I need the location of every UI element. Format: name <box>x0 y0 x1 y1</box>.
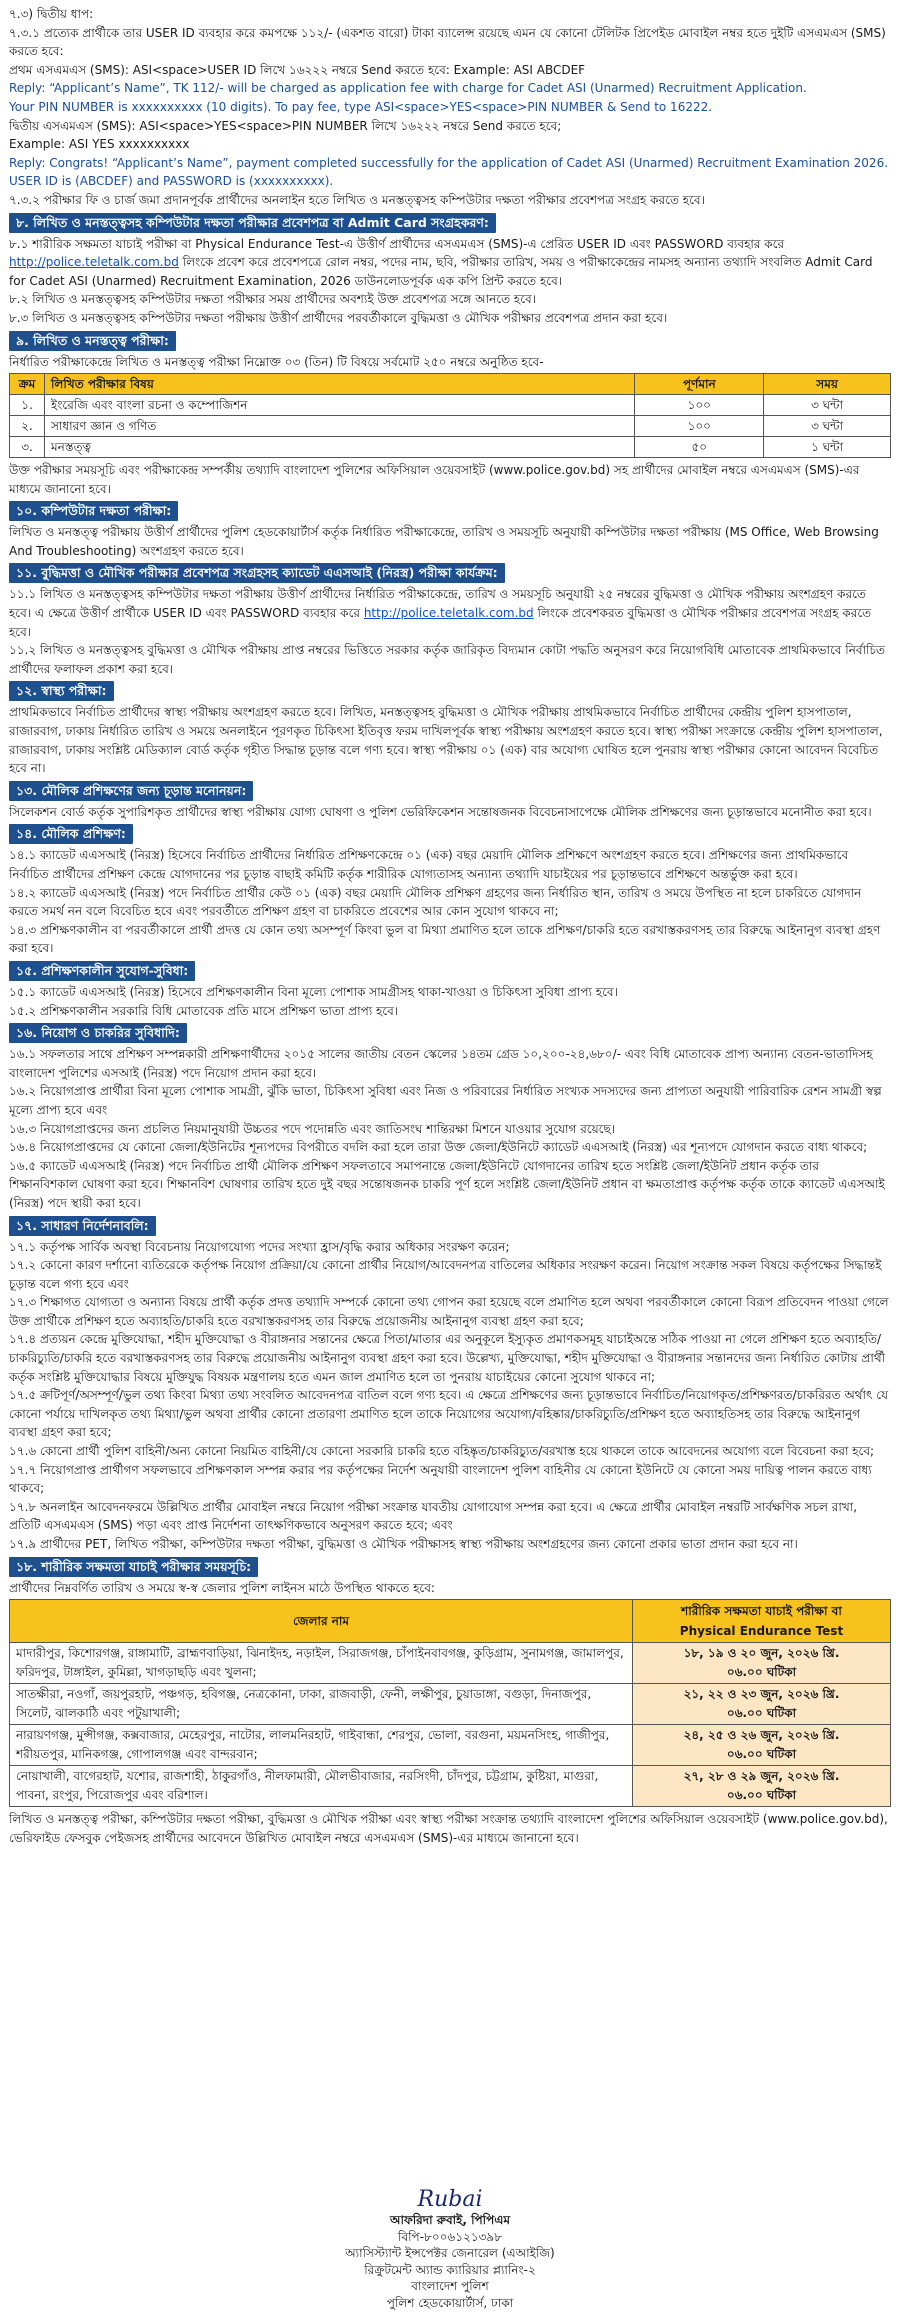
table-row <box>10 1725 891 1766</box>
second-sms: দ্বিতীয় এসএমএস (SMS): ASI<space>YES<space>PIN NUMBER লিখে ১৬২২২ নম্বরে Send করতে হবে; <box>9 118 562 133</box>
section-9-note: উক্ত পরীক্ষার সময়সূচি এবং পরীক্ষাকেন্দ্র সম্পর্কীয় তথ্যাদি বাংলাদেশ পুলিশের অফিসিয়াল ওয়েবসাইট (www.police.gov.bd) সহ প্রার্থীদের মোবাইল নম্বরে এসএমএস (SMS)-এর মাধ্যমে জানানো হবে। <box>9 463 860 496</box>
list-item: ১৬.৪ নিয়োগপ্রাপ্তদের যে কোনো জেলা/ইউনিটের শূন্যপদের বিপরীতে বদলি করা হলে তারা উক্ত জেলা/ইউনিটে ক্যাডেট এএসআই (নিরস্ত্র) এর শূন্যপদে যোগদান করতে বাধ্য থাকবে; <box>9 1140 868 1155</box>
section-8-item-2: ৮.২ লিখিত ও মনস্তত্ত্বসহ কম্পিউটার দক্ষতা পরীক্ষার সময় প্রার্থীদের অবশ্যই উক্ত প্রবেশপত্র সঙ্গে আনতে হবে। <box>9 292 536 307</box>
district-list: মাদারীপুর, কিশোরগঞ্জ, রাঙ্গামাটি, ব্রাহ্মণবাড়িয়া, ঝিনাইদহ, নড়াইল, সিরাজগঞ্জ, চাঁপাইনবাবগঞ্জ, কুড়িগ্রাম, সুনামগঞ্জ, জামালপুর, ফরিদপুর, টাঙ্গাইল, কুমিল্লা, খাগড়াছড়ি এবং খুলনা; <box>10 1643 633 1684</box>
list-item: ১৭.৬ কোনো প্রার্থী পুলিশ বাহিনী/অন্য কোনো নিয়মিত বাহিনী/যে কোনো সরকারি চাকরি হতে বহিষ্কৃত/চাকরিচ্যুত/বরখাস্ত হয়ে থাকলে তাকে আবেদনের অযোগ্য বলে বিবেচনা করা হবে; <box>9 1444 875 1459</box>
col-subject: লিখিত পরীক্ষার বিষয় <box>45 374 635 395</box>
list-item: ১৭.৯ প্রার্থীদের PET, লিখিত পরীক্ষা, কম্পিউটার দক্ষতা পরীক্ষা, বুদ্ধিমত্তা ও মৌখিক পরীক্ষাসহ স্বাস্থ্য পরীক্ষায় অংশগ্রহণের জন্য কোনো প্রকার ভাতা প্রদান করা হবে না। <box>9 1537 798 1551</box>
section-15 <box>9 958 891 1020</box>
list-item: ১৬.২ নিয়োগপ্রাপ্ত প্রার্থীরা বিনা মূল্যে পোশাক সামগ্রী, ঝুঁকি ভাতা, চিকিৎসা সুবিধা এবং নিজ ও পরিবারের নির্ধারিত সংখ্যক সদস্যদের জন্য প্রাপ্যতা অনুযায়ী পারিবারিক রেশন সামগ্রী স্বল্প মূল্যে প্রাপ্য হবে এবং <box>9 1084 882 1117</box>
district-list: নোয়াখালী, বাগেরহাট, যশোর, রাজশাহী, ঠাকুরগাঁও, নীলফামারী, মৌলভীবাজার, নরসিংদী, চাঁদপুর, চট্টগ্রাম, কুষ্টিয়া, মাগুরা, পাবনা, রংপুর, পিরোজপুর এবং বরিশাল। <box>10 1766 633 1807</box>
teletalk-link[interactable]: http://police.teletalk.com.bd <box>363 606 534 621</box>
list-item: ১৭.১ কর্তৃপক্ষ সার্বিক অবস্থা বিবেচনায় নিয়োগযোগ্য পদের সংখ্যা হ্রাস/বৃদ্ধি করার অধিকার সংরক্ষণ করেন; <box>9 1239 510 1254</box>
signatory-bp: বিপি-৮০০৬১২১৩৯৮ <box>398 2229 502 2244</box>
schedule-cell: ২১, ২২ ও ২৩ জুন, ২০২৬ খ্রি. ০৬.০০ ঘটিকা <box>633 1684 891 1725</box>
section-10 <box>9 498 891 560</box>
list-item: ১৭.৫ ক্রটিপূর্ণ/অসম্পূর্ণ/ভুল তথ্য কিংবা মিথ্যা তথ্য সংবলিত আবেদনপত্র বাতিল বলে গণ্য হবে। এ ক্ষেত্রে প্রশিক্ষণের জন্য চূড়ান্তভাবে নির্বাচিত/নিয়োগকৃত/প্রশিক্ষণরত/চাকরিরত অর্থাৎ যে কোনো পর্যায়ে দাখিলকৃত তথ্য মিথ্যা/ভুল অথবা প্রার্থীর কোনো প্রতারণা প্রমাণিত হলে তাকে নিয়োগের অযোগ্য/বহিষ্কার/চাকরিচ্যুতি/প্রশিক্ষণ হতে অব্যাহতিসহ তার বিরুদ্ধে আইনানুগ ব্যবস্থা গ্রহণ করা হবে; <box>9 1388 889 1440</box>
signatory-office: রিক্রুটমেন্ট অ্যান্ড ক্যারিয়ার প্ল্যানিং-২ <box>364 2262 536 2277</box>
section-13-heading: ১৩. মৌলিক প্রশিক্ষণের জন্য চূড়ান্ত মনোনয়ন: <box>9 781 253 801</box>
list-item: ১৪.৩ প্রশিক্ষণকালীন বা পরবর্তীকালে প্রার্থী প্রদত্ত যে কোন তথ্য অসম্পূর্ণ কিংবা ভুল বা মিথ্যা প্রমাণিত হলে তাকে প্রশিক্ষণ/চাকরি হতে বরখাস্তকরণসহ তার বিরুদ্ধে আইনানুগ ব্যবস্থা গ্রহণ করা হবে। <box>9 922 881 956</box>
col-duration: সময় <box>764 374 891 395</box>
first-sms-reply: Reply: “Applicant’s Name”, TK 112/- will be charged as application fee with charge for Cadet ASI (Unarmed) Recruitment Application. <box>9 81 807 96</box>
section-18 <box>9 1554 891 1848</box>
section-12-body: প্রাথমিকভাবে নির্বাচিত প্রার্থীদের স্বাস্থ্য পরীক্ষায় অংশগ্রহণ করতে হবে। লিখিত, মনস্তত্ত্বসহ বুদ্ধিমত্তা ও মৌখিক পরীক্ষায় প্রাথমিকভাবে নির্বাচিত প্রার্থীদের কেন্দ্রীয় পুলিশ হাসপাতাল, রাজারবাগ, ঢাকায় নির্ধারিত তারিখ ও সময়ে অনলাইনে পূরণকৃত চিকিৎসা ইতিবৃত্ত ফরম দাখিলপূর্বক স্বাস্থ্য পরীক্ষায় অংশগ্রহণ করতে হবে। স্বাস্থ্য পরীক্ষা সংক্রান্তে কেন্দ্রীয় পুলিশ হাসপাতাল, রাজারবাগ, ঢাকায় সংশ্লিষ্ট মেডিক্যাল বোর্ড কর্তৃক গৃহীত সিদ্ধান্ত চূড়ান্ত বলে গণ্য হবে। স্বাস্থ্য পরীক্ষায় ০১ (এক) বার অযোগ্য ঘোষিত হলে পুনরায় স্বাস্থ্য পরীক্ষার কোনো আবেদন বিবেচিত হবে না। <box>9 705 883 776</box>
second-sms-reply: Reply: Congrats! “Applicant’s Name”, payment completed successfully for the application of Cadet ASI (Unarmed) Recruitment Examination 2026. USER ID is (ABCDEF) and PASSWORD is (xxxxxxxxxx). <box>9 155 889 189</box>
list-item: ১৬.১ সফলতার সাথে প্রশিক্ষণ সম্পন্নকারী প্রশিক্ষণার্থীদের ২০১৫ সালের জাতীয় বেতন স্কেলের ১৪তম গ্রেড ১০,২০০-২৪,৬৮০/- এবং বিধি মোতাবেক প্রাপ্য অন্যান্য বেতন-ভাতাদিসহ বাংলাদেশ পুলিশের এসআই (নিরস্ত্র) পদে নিয়োগ প্রদান করা হবে। <box>9 1047 873 1080</box>
section-8-item-1: ৮.১ শারীরিক সক্ষমতা যাচাই পরীক্ষা বা Physical Endurance Test-এ উত্তীর্ণ প্রার্থীদের এসএমএস (SMS)-এ প্রেরিত USER ID এবং PASSWORD ব্যবহার করে http://police.teletalk.com.bd লিংকে প্রবেশ করে প্রবেশপত্রে রোল নম্বর, পদের নাম, ছবি, পরীক্ষার তারিখ, সময় ও পরীক্ষাকেন্দ্রের নামসহ অন্যান্য তথ্যাদি সংবলিত Admit Card for Cadet ASI (Unarmed) Recruitment Examination, 2026 ডাউনলোডপূর্বক এক কপি প্রিন্ট করতে হবে। <box>9 236 873 288</box>
schedule-cell: ২৭, ২৮ ও ২৯ জুন, ২০২৬ খ্রি. ০৬.০০ ঘটিকা <box>633 1766 891 1807</box>
district-list: নারায়ণগঞ্জ, মুন্সীগঞ্জ, কক্সবাজার, মেহেরপুর, নাটোর, লালমনিরহাট, গাইবান্ধা, শেরপুর, ভোলা, বরগুনা, ময়মনসিংহ, গাজীপুর, শরীয়তপুর, মানিকগঞ্জ, গোপালগঞ্জ এবং বান্দরবান; <box>10 1725 633 1766</box>
list-item: ১৭.৪ প্রত্যয়ন কেন্দ্রে মুক্তিযোদ্ধা, শহীদ মুক্তিযোদ্ধা ও বীরাঙ্গনার সন্তানের ক্ষেত্রে পিতা/মাতার এর অনুকূলে ইস্যুকৃত প্রমাণকসমূহ যাচাইঅন্তে সঠিক পাওয়া না গেলে প্রশিক্ষণ হতে অব্যাহতি/চাকরিচ্যুতি/চাকরি হতে বরখাস্তকরণসহ তার বিরুদ্ধে প্রয়োজনীয় আইনানুগ ব্যবস্থা গ্রহণ করা হবে। উল্লেখ্য, মুক্তিযোদ্ধা, শহীদ মুক্তিযোদ্ধা ও বীরাঙ্গনার সন্তানদের জন্য নির্ধারিত কোটায় প্রার্থী কর্তৃক সংশ্লিষ্ট মুক্তিযোদ্ধার বিষয়ে মুক্তিযুদ্ধ বিষয়ক মন্ত্রণালয় হতে এমন জাল প্রমাণিত হলে তা পুনরায় যাচাইয়ের কোনো সুযোগ থাকবে না; <box>9 1332 886 1384</box>
list-item: ১৪.২ ক্যাডেট এএসআই (নিরস্ত্র) পদে নির্বাচিত প্রার্থীর কেউ ০১ (এক) বছর মেয়াদি মৌলিক প্রশিক্ষণ গ্রহণের জন্য নির্ধারিত স্থান, তারিখ ও সময়ে উপস্থিত না হলে চাকরিতে যোগদান করতে সমর্থ নন বলে বিবেচিত হবে এবং পরবর্তীতে প্রশিক্ষণ গ্রহণ বা চাকরিতে প্রবেশের আর কোন সুযোগ থাকবে না; <box>9 885 862 919</box>
first-sms: প্রথম এসএমএস (SMS): ASI<space>USER ID লিখে ১৬২২২ নম্বরে Send করতে হবে: Example: ASI ABCDEF <box>9 62 586 77</box>
section-13 <box>9 778 891 822</box>
section-12-heading: ১২. স্বাস্থ্য পরীক্ষা: <box>9 681 114 701</box>
step-heading: ৭.৩) দ্বিতীয় ধাপ: <box>9 7 94 21</box>
section-11-heading: ১১. বুদ্ধিমত্তা ও মৌখিক পরীক্ষার প্রবেশপত্র সংগ্রহসহ ক্যাডেট এএসআই (নিরস্ত্র) পরীক্ষা কার্যক্রম: <box>9 563 505 583</box>
signatory-name: আফরিদা রুবাই, পিপিএম <box>389 2213 511 2227</box>
fee-admit-note: ৭.৩.২ পরীক্ষার ফি ও চার্জ জমা প্রদানপূর্বক প্রার্থীদের অনলাইন হতে লিখিত ও মনস্তত্ত্বসহ কম্পিউটার দক্ষতা পরীক্ষার প্রবেশপত্র সংগ্রহ করতে হবে। <box>9 192 705 207</box>
section-10-body: লিখিত ও মনস্তত্ত্ব পরীক্ষায় উত্তীর্ণ প্রার্থীদের পুলিশ হেডকোয়ার্টার্স কর্তৃক নির্ধারিত পরীক্ষাকেন্দ্রে, তারিখ ও সময়সূচি অনুযায়ী কম্পিউটার দক্ষতা পরীক্ষায় (MS Office, Web Browsing And Troubleshooting) অংশগ্রহণ করতে হবে। <box>9 525 879 558</box>
list-item: ১৫.২ প্রশিক্ষণকালীন সরকারি বিধি মোতাবেক প্রতি মাসে প্রশিক্ষণ ভাতা প্রাপ্য হবে। <box>9 1003 399 1018</box>
table-row: ২. সাধারণ জ্ঞান ও গণিত ১০০ ৩ ঘন্টা <box>10 416 891 437</box>
first-sms-reply-pin: Your PIN NUMBER is xxxxxxxxxx (10 digits). To pay fee, type ASI<space>YES<space>PIN NUMBER & Send to 16222. <box>9 99 713 114</box>
section-18-heading: ১৮. শারীরিক সক্ষমতা যাচাই পরীক্ষার সময়সূচি: <box>9 1557 258 1577</box>
list-item: ১৭.২ কোনো কারণ দর্শানো ব্যতিরেকে কর্তৃপক্ষ নিয়োগ প্রক্রিয়া/যে কোনো প্রার্থীর নিয়োগ/আবেদনপত্র বাতিলের অধিকার সংরক্ষণ করেন। নিয়োগ সংক্রান্ত সকল বিষয়ে কর্তৃপক্ষের সিদ্ধান্তই চূড়ান্ত বলে গণ্য হবে এবং <box>9 1258 882 1291</box>
section-11 <box>9 560 891 678</box>
section-13-body: সিলেকশন বোর্ড কর্তৃক সুপারিশকৃত প্রার্থীদের স্বাস্থ্য পরীক্ষায় যোগ্য ঘোষণা ও পুলিশ ভেরিফিকেশন সন্তোষজনক বিবেচনাসাপেক্ষে মৌলিক প্রশিক্ষণের জন্য চূড়ান্তভাবে মনোনীত করা হবে। <box>9 804 872 819</box>
section-18-intro: প্রার্থীদের নিম্নবর্ণিত তারিখ ও সময়ে স্ব-স্ব জেলার পুলিশ লাইনস মাঠে উপস্থিত থাকতে হবে: <box>9 1580 435 1595</box>
section-14 <box>9 821 891 958</box>
sms-step-section <box>9 5 891 210</box>
section-9 <box>9 328 891 499</box>
section-17 <box>9 1213 891 1554</box>
table-row: ৩. মনস্তত্ত্ব ৫০ ১ ঘন্টা <box>10 437 891 458</box>
section-8-heading: ৮. লিখিত ও মনস্তত্ত্বসহ কম্পিউটার দক্ষতা পরীক্ষার প্রবেশপত্র বা Admit Card সংগ্রহকরণ: <box>9 213 496 233</box>
table-row <box>10 1766 891 1807</box>
section-9-heading: ৯. লিখিত ও মনস্তত্ত্ব পরীক্ষা: <box>9 331 176 351</box>
list-item: ১৫.১ ক্যাডেট এএসআই (নিরস্ত্র) হিসেবে প্রশিক্ষণকালীন বিনা মূল্যে পোশাক সামগ্রীসহ থাকা-খাওয়া ও চিকিৎসা সুবিধা প্রাপ্য হবে। <box>9 984 618 999</box>
list-item: ১৭.৩ শিক্ষাগত যোগ্যতা ও অন্যান্য বিষয়ে প্রার্থী কর্তৃক প্রদত্ত তথ্যাদি সম্পর্কে কোনো তথ্য গোপন করা হয়েছে বলে প্রমাণিত হলে অথবা পরবর্তীকালে কোনো বিরূপ প্রতিবেদন পাওয়া গেলে উক্ত প্রার্থীকে প্রশিক্ষণ হতে অব্যাহতি/চাকরি হতে বরখাস্তকরণসহ তার বিরুদ্ধে প্রয়োজনীয় আইনানুগ ব্যবস্থা গ্রহণ করা হবে; <box>9 1295 889 1328</box>
signatory-hq: পুলিশ হেডকোয়ার্টার্স, ঢাকা <box>386 2295 514 2310</box>
list-item: ১৭.৭ নিয়োগপ্রাপ্ত প্রার্থীগণ সফলভাবে প্রশিক্ষণকাল সম্পন্ন করার পর কর্তৃপক্ষের নির্দেশ অনুযায়ী বাংলাদেশ পুলিশ বাহিনীর যে কোনো ইউনিটে যে কোনো সময় দায়িত্ব পালন করতে বাধ্য থাকবে; <box>9 1462 872 1496</box>
list-item: ১৬.৫ ক্যাডেট এএসআই (নিরস্ত্র) পদে নির্বাচিত প্রার্থী মৌলিক প্রশিক্ষণ সফলতাবে সমাপনান্তে জেলা/ইউনিটে যোগদানের তারিখ হতে সংশ্লিষ্ট জেলা/ইউনিট প্রধান কর্তৃক তার শিক্ষানবিশকাল ঘোষণা করা হবে। শিক্ষানবিশ ঘোষণার তারিখ হতে দুই বছর সন্তোষজনক চাকরি পূর্ণ হলে সংশ্লিষ্ট জেলা/ইউনিট প্রধান বা ক্ষমতাপ্রাপ্ত কর্তৃপক্ষ কর্তৃক তাকে ক্যাডেট এএসআই (নিরস্ত্র) পদে স্থায়ী করা হবে। <box>9 1158 885 1210</box>
col-marks: পূর্ণমান <box>635 374 764 395</box>
schedule-cell: ২৪, ২৫ ও ২৬ জুন, ২০২৬ খ্রি. ০৬.০০ ঘটিকা <box>633 1725 891 1766</box>
signatory-title: অ্যাসিস্ট্যান্ট ইন্সপেক্টর জেনারেল (এআইজি) <box>345 2246 555 2260</box>
sms-instruction: ৭.৩.১ প্রত্যেক প্রার্থীকে তার USER ID ব্যবহার করে কমপক্ষে ১১২/- (একশত বারো) টাকা ব্যালেন্স রয়েছে এমন যে কোনো টেলিটক প্রিপেইড মোবাইল নম্বর হতে দুইটি এসএমএস (SMS) করতে হবে: <box>9 25 886 59</box>
section-16 <box>9 1020 891 1212</box>
section-11-item-1: ১১.১ লিখিত ও মনস্তত্ত্বসহ কম্পিউটার দক্ষতা পরীক্ষায় উত্তীর্ণ প্রার্থীদের নির্ধারিত পরীক্ষাকেন্দ্রে, তারিখ ও সময়সূচি অনুযায়ী ২৫ নম্বরের বুদ্ধিমত্তা ও মৌখিক পরীক্ষায় অংশগ্রহণ করতে হবে। এ ক্ষেত্রে উত্তীর্ণ প্রার্থীকে USER ID এবং PASSWORD ব্যবহার করে http://police.teletalk.com.bd লিংকে প্রবেশকরত বুদ্ধিমত্তা ও মৌখিক পরীক্ষার প্রবেশপত্র সংগ্রহ করতে হবে। <box>9 587 872 639</box>
section-14-heading: ১৪. মৌলিক প্রশিক্ষণ: <box>9 824 133 844</box>
teletalk-link[interactable]: http://police.teletalk.com.bd <box>9 255 179 270</box>
section-8-item-3: ৮.৩ লিখিত ও মনস্তত্ত্বসহ কম্পিউটার দক্ষতা পরীক্ষায় উত্তীর্ণ প্রার্থীদের পরবর্তীকালে বুদ্ধিমত্তা ও মৌখিক পরীক্ষার প্রবেশপত্র প্রদান করা হবে। <box>9 310 668 325</box>
section-10-heading: ১০. কম্পিউটার দক্ষতা পরীক্ষা: <box>9 501 178 521</box>
section-12 <box>9 678 891 777</box>
table-row: ১. ইংরেজি এবং বাংলা রচনা ও কম্পোজিশন ১০০ ৩ ঘন্টা <box>10 395 891 416</box>
table-header-row <box>10 1600 891 1643</box>
list-item: ১৭.৮ অনলাইন আবেদনফরমে উল্লিখিত প্রার্থীর মোবাইল নম্বরে নিয়োগ পরীক্ষা সংক্রান্ত যাবতীয় যোগাযোগ সম্পন্ন করা হবে। এ ক্ষেত্রে প্রার্থীর মোবাইল নম্বরটি সার্বক্ষণিক সচল রাখা, প্রতিটি এসএমএস (SMS) পড়া এবং প্রাপ্ত নির্দেশনা তাৎক্ষণিকভাবে অনুসরণ করতে হবে; এবং <box>9 1499 858 1533</box>
written-exam-table <box>9 373 891 458</box>
pet-schedule-table <box>9 1599 891 1807</box>
signatory-org: বাংলাদেশ পুলিশ <box>411 2279 489 2293</box>
table-row <box>10 1684 891 1725</box>
signature-block <box>0 2188 900 2311</box>
col-serial: ক্রম <box>10 374 45 395</box>
col-district: জেলার নাম <box>10 1600 633 1643</box>
section-9-intro: নির্ধারিত পরীক্ষাকেন্দ্রে লিখিত ও মনস্তত্ত্ব পরীক্ষা নিম্নোক্ত ০৩ (তিন) টি বিষয়ে সর্বমোট ২৫০ নম্বরে অনুষ্ঠিত হবে- <box>9 354 544 369</box>
section-15-heading: ১৫. প্রশিক্ষণকালীন সুযোগ-সুবিধা: <box>9 961 195 981</box>
section-18-footer: লিখিত ও মনস্তত্ত্ব পরীক্ষা, কম্পিউটার দক্ষতা পরীক্ষা, বুদ্ধিমত্তা ও মৌখিক পরীক্ষা এবং স্বাস্থ্য পরীক্ষা সংক্রান্ত তথ্যাদি বাংলাদেশ পুলিশের অফিসিয়াল ওয়েবসাইট (www.police.gov.bd), ভেরিফাইড ফেসবুক পেইজসহ প্রার্থীদের আবেদনে উল্লিখিত মোবাইল নম্বরে এসএমএস (SMS)-এর মাধ্যমে জানানো হবে। <box>9 1812 888 1845</box>
section-8 <box>9 210 891 328</box>
table-row <box>10 1643 891 1684</box>
second-sms-example: Example: ASI YES xxxxxxxxxx <box>9 137 190 152</box>
section-17-heading: ১৭. সাধারণ নির্দেশনাবলি: <box>9 1216 156 1236</box>
col-pet: শারীরিক সক্ষমতা যাচাই পরীক্ষা বা Physical Endurance Test <box>633 1600 891 1643</box>
handwritten-signature: Rubai <box>417 2187 483 2212</box>
schedule-cell: ১৮, ১৯ ও ২০ জুন, ২০২৬ খ্রি. ০৬.০০ ঘটিকা <box>633 1643 891 1684</box>
district-list: সাতক্ষীরা, নওগাঁ, জয়পুরহাট, পঞ্চগড়, হবিগঞ্জ, নেত্রকোনা, ঢাকা, রাজবাড়ী, ফেনী, লক্ষীপুর, চুয়াডাঙ্গা, বগুড়া, দিনাজপুর, সিলেট, ঝালকাঠি এবং পটুয়াখালী; <box>10 1684 633 1725</box>
table-header-row <box>10 374 891 395</box>
list-item: ১৪.১ ক্যাডেট এএসআই (নিরস্ত্র) হিসেবে নির্বাচিত প্রার্থীদের নির্ধারিত প্রশিক্ষণকেন্দ্রে ০১ (এক) বছর মেয়াদি মৌলিক প্রশিক্ষণে অংশগ্রহণ করতে হবে। প্রশিক্ষণের জন্য প্রাথমিকভাবে নির্বাচিত প্রার্থীদের প্রশিক্ষণ কেন্দ্রে যোগদানের পর চূড়ান্ত বাছাই কমিটি কর্তৃক শারীরিক যোগ্যতাসহ অন্যান্য তথ্যাদি যাচাইয়ের পর চূড়ান্তভাবে প্রশিক্ষণে অন্তর্ভুক্ত করা হবে। <box>9 848 849 881</box>
section-16-heading: ১৬. নিয়োগ ও চাকরির সুবিধাদি: <box>9 1023 187 1043</box>
section-11-item-2: ১১.২ লিখিত ও মনস্তত্ত্বসহ বুদ্ধিমত্তা ও মৌখিক পরীক্ষায় প্রাপ্ত নম্বরের ভিত্তিতে সরকার কর্তৃক জারিকৃত বিদ্যমান কোটা পদ্ধতি অনুসরণ করে নিয়োগবিধি মোতাবেক প্রাথমিকভাবে নির্বাচিত প্রার্থীদের ফলাফল প্রকাশ করা হবে। <box>9 643 885 676</box>
list-item: ১৬.৩ নিয়োগপ্রাপ্তদের জন্য প্রচলিত নিয়মানুযায়ী উচ্চতর পদে পদোন্নতি এবং জাতিসংঘ শান্তিরক্ষা মিশনে যাওয়ার সুযোগ রয়েছে। <box>9 1121 616 1136</box>
